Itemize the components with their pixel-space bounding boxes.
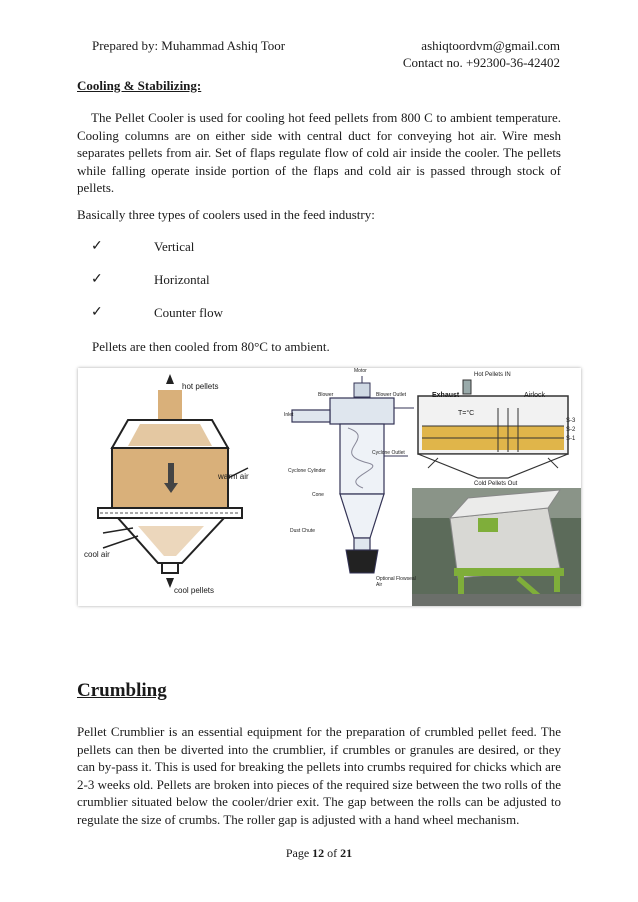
label-cyclone-cylinder: Cyclone Cylinder [288,468,326,474]
label-dust-chute: Dust Chute [290,528,316,534]
pellet-cooler-figure [78,368,581,606]
cooling-title: Cooling & Stabilizing: [77,78,202,93]
label-hot-pellets-in: Hot Pellets IN [474,372,511,378]
label-s2: S-2 [566,427,576,433]
cyclone-diagram [292,376,414,573]
label-blower-outlet: Blower Outlet [376,392,407,398]
label-cone: Cone [312,492,324,498]
header-email[interactable]: ashiqtoordvm@gmail.com [421,38,560,53]
checkmark-icon: ✓ [91,305,103,320]
label-s3: S-3 [566,418,576,424]
page-footer [0,846,638,861]
label-warm-air: warm air [218,472,249,481]
label-cool-air: cool air [84,550,110,559]
cooler-type-label: Counter flow [154,305,223,320]
page-total: 21 [340,846,353,860]
cooler-type-label: Vertical [154,239,195,254]
label-cold-pellets-out: Cold Pellets Out [474,481,518,487]
counterflow-cooler-diagram [98,374,248,588]
label-inlet: Inlet [284,412,294,418]
label-hot-pellets: hot pellets [182,382,219,391]
label-blower: Blower [318,392,334,398]
page-label: Page [285,846,310,860]
label-temperature: T=°C [458,410,475,417]
label-motor: Motor [354,368,367,374]
label-airlock: Airlock [524,392,546,399]
label-s1: S-1 [566,436,576,442]
label-exhaust: Exhaust [432,392,460,399]
of-label: of [327,846,338,860]
header-author: Prepared by: Muhammad Ashiq Toor [92,38,286,53]
cooler-types-intro: Basically three types of coolers used in the feed industry: [77,207,375,222]
crumbling-title: Crumbling [77,680,167,701]
label-optional: Optional Flowseal Air [376,576,416,588]
header-contact: Contact no. +92300-36-42402 [402,55,560,70]
checkmark-icon: ✓ [91,239,103,254]
label-cool-pellets: cool pellets [174,586,215,595]
cooling-closing: Pellets are then cooled from 80°C to ambient. [92,339,330,354]
label-cyclone-outlet: Cyclone Outlet [372,450,405,456]
checkmark-icon: ✓ [91,272,103,287]
page-number: 12 [312,846,325,860]
cooler-machine-photo [412,488,581,606]
cooler-type-label: Horizontal [154,272,210,287]
crumbling-paragraph: Pellet Crumblier is an essential equipment for the preparation of crumbled pellet feed. The pellets can then be diverted into the crumblier, if crumbles or granules are desired, or they can by-pass it. This is used for breaking the pellets into crumbs required for chicks which are 2-3 weeks old. Pellets are broken into pieces of the required size between the two rolls of the crumblier situated below the cooler/drier exit. The gap between the rolls can be adjusted to regulate the size of crumbs. The roller gap is adjusted with a hand wheel mechanism. [77,724,561,827]
cooling-paragraph: The Pellet Cooler is used for cooling hot feed pellets from 800 C to ambient temperature. Cooling columns are on either side with central duct for conveying hot air. Wire mesh separates pellets from air. Set of flaps regulate flow of cold air inside the cooler. The pellets while falling operate inside portion of the flaps and cold air is passed through stock of pellets. [77,110,561,195]
